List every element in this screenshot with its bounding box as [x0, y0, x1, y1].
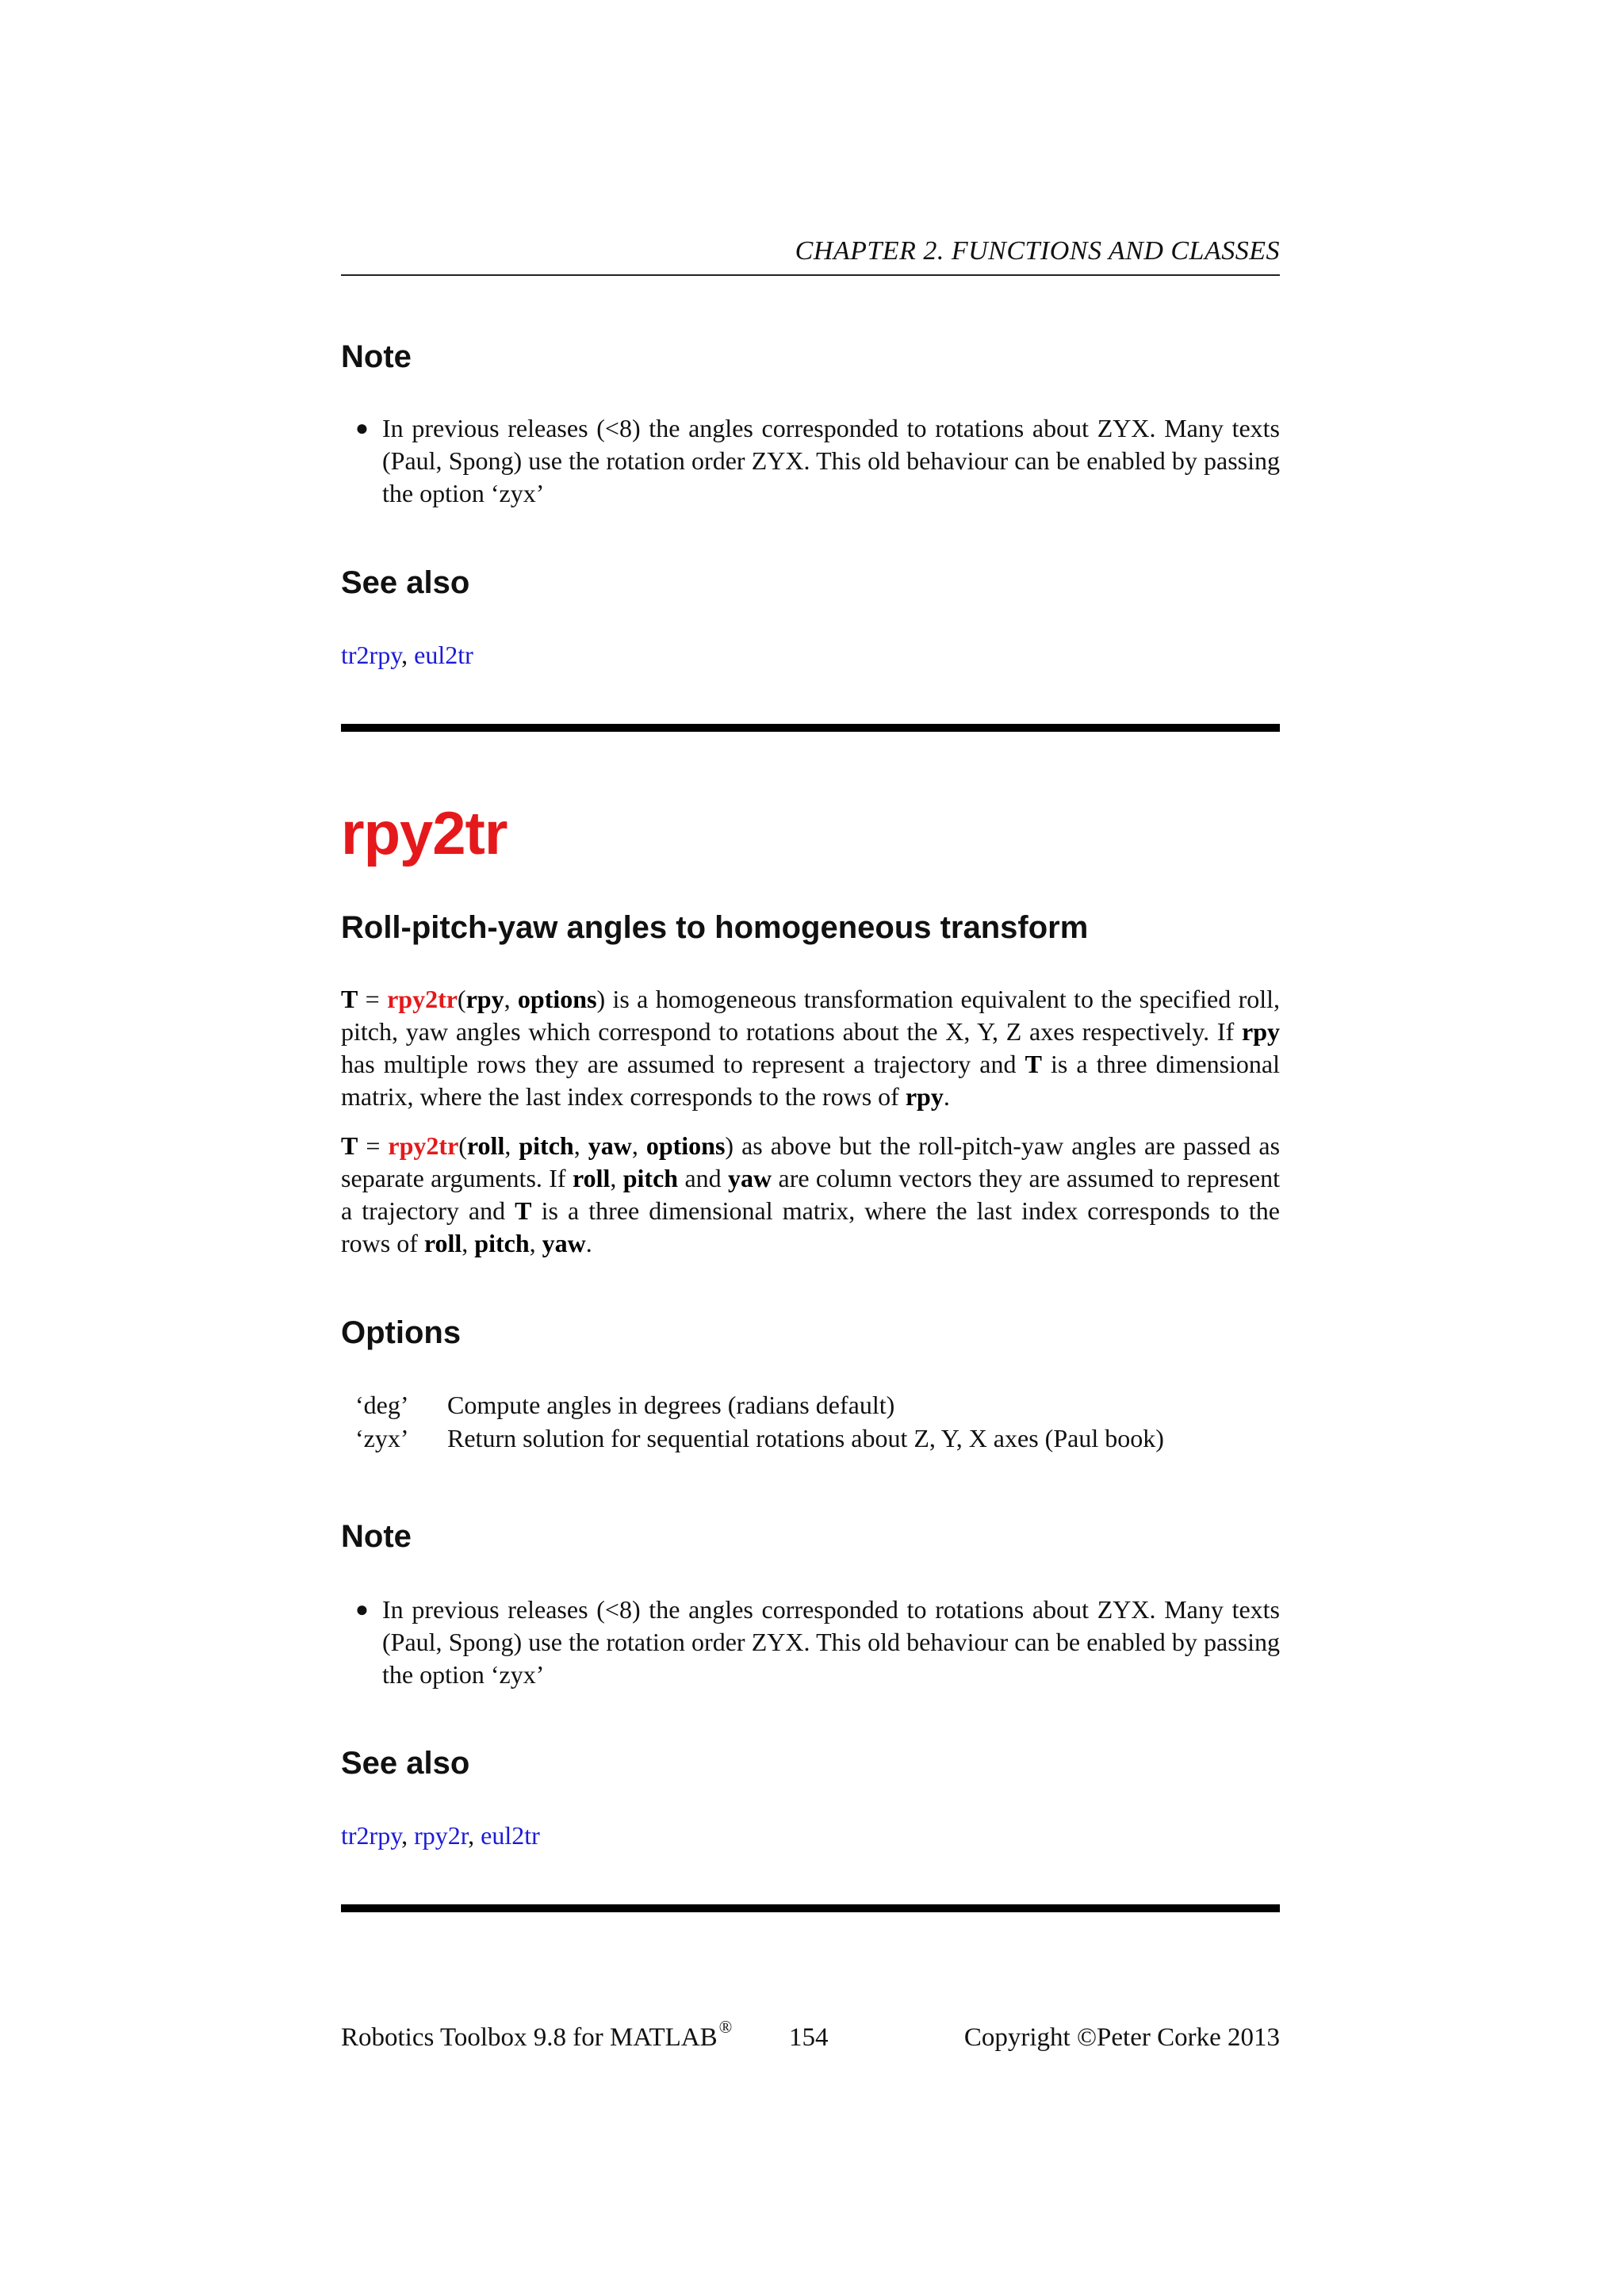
equals: = — [358, 1131, 389, 1160]
para2-text-f: , — [462, 1229, 475, 1257]
arg-separator: , — [573, 1131, 588, 1160]
para1-text-b: has multiple rows they are assumed to represent a trajectory and — [341, 1050, 1025, 1078]
open-paren: ( — [457, 985, 466, 1013]
arg-pitch: pitch — [519, 1131, 574, 1160]
bullet-icon: ● — [355, 416, 369, 441]
link-tr2rpy[interactable]: tr2rpy — [341, 641, 402, 669]
link-separator: , — [401, 641, 415, 669]
period: . — [943, 1082, 950, 1111]
arg-separator: , — [504, 1131, 519, 1160]
bold-pitch-2: pitch — [474, 1229, 530, 1257]
para2-text-g: , — [529, 1229, 542, 1257]
option-description: Return solution for sequential rotations about Z, Y, X axes (Paul book) — [447, 1424, 1164, 1452]
para1-text-a: ) is a homogeneous transformation equivalent to the specified roll, pitch, yaw angles which correspond to rotations about the X, Y, Z axes respectively. If — [341, 985, 1281, 1046]
link-eul2tr[interactable]: eul2tr — [414, 641, 473, 669]
para2-text-d: are column vectors they are assumed to represent a trajectory and — [341, 1164, 1281, 1225]
section-divider — [341, 724, 1280, 732]
see-also-heading-2: See also — [341, 1746, 470, 1781]
bold-roll-2: roll — [423, 1229, 462, 1257]
link-rpy2r[interactable]: rpy2r — [414, 1821, 469, 1850]
bold-T: T — [1025, 1050, 1042, 1078]
para1-text-c: is a three dimensional matrix, where the last index corresponds to the rows of — [341, 1050, 1281, 1111]
section-divider-2 — [341, 1904, 1280, 1912]
period: . — [585, 1229, 592, 1257]
option-description: Compute angles in degrees (radians default) — [447, 1391, 895, 1419]
bold-rpy: rpy — [1242, 1017, 1280, 1046]
arg-separator: , — [631, 1131, 646, 1160]
bold-roll: roll — [572, 1164, 611, 1192]
see-also-heading: See also — [341, 565, 470, 600]
open-paren: ( — [458, 1131, 467, 1160]
footer-copyright: Copyright ©Peter Corke 2013 — [963, 2023, 1280, 2052]
note-heading: Note — [341, 339, 412, 374]
equals: = — [358, 985, 388, 1013]
function-name-inline: rpy2tr — [388, 1131, 459, 1160]
link-tr2rpy[interactable]: tr2rpy — [341, 1821, 402, 1850]
function-name-inline: rpy2tr — [387, 985, 458, 1013]
description-paragraph-2 — [341, 1130, 1280, 1260]
bold-rpy-2: rpy — [905, 1082, 944, 1111]
link-eul2tr[interactable]: eul2tr — [481, 1821, 540, 1850]
bold-yaw: yaw — [728, 1164, 772, 1192]
document-page — [341, 0, 1280, 2296]
arg-options: options — [517, 985, 597, 1013]
see-also-links-2 — [341, 1820, 1280, 1852]
note-bullet-text: In previous releases (<8) the angles corresponded to rotations about ZYX. Many texts (Paul, Spong) use the rotation order ZYX. This old behaviour can be enabled by passing the option ‘zyx’ — [382, 414, 1280, 507]
options-row — [355, 1422, 1164, 1455]
var-T: T — [341, 1131, 358, 1160]
footer-book-title: Robotics Toolbox 9.8 for MATLAB — [341, 2023, 718, 2052]
arg-roll: roll — [466, 1131, 505, 1160]
para2-text-b: , — [610, 1164, 623, 1192]
bold-T: T — [515, 1196, 532, 1225]
option-key: ‘deg’ — [355, 1391, 409, 1419]
options-heading: Options — [341, 1315, 462, 1350]
options-table — [355, 1388, 1164, 1455]
running-header: CHAPTER 2. FUNCTIONS AND CLASSES — [795, 236, 1280, 266]
function-subtitle: Roll-pitch-yaw angles to homogeneous transform — [341, 910, 1089, 945]
footer-left — [341, 2017, 733, 2053]
para2-text-c: and — [678, 1164, 729, 1192]
note-bullet-2 — [355, 1594, 1280, 1691]
registered-mark: ® — [718, 2017, 733, 2037]
description-paragraph-1 — [341, 983, 1280, 1113]
para2-text-e: is a three dimensional matrix, where the last index corresponds to the rows of — [341, 1196, 1281, 1257]
note-bullet — [355, 412, 1280, 510]
var-T: T — [341, 985, 358, 1013]
bullet-icon: ● — [355, 1598, 369, 1622]
header-rule — [341, 274, 1280, 276]
options-row — [355, 1388, 1164, 1422]
note-heading-2: Note — [341, 1519, 412, 1554]
see-also-links — [341, 639, 1280, 672]
arg-yaw: yaw — [588, 1131, 632, 1160]
link-separator: , — [401, 1821, 415, 1850]
option-key: ‘zyx’ — [355, 1424, 409, 1452]
page-number: 154 — [789, 2023, 829, 2052]
note-bullet-text: In previous releases (<8) the angles corresponded to rotations about ZYX. Many texts (Paul, Spong) use the rotation order ZYX. This old behaviour can be enabled by passing the option ‘zyx’ — [382, 1595, 1280, 1689]
arg-options: options — [645, 1131, 726, 1160]
para2-text-a: ) as above but the roll-pitch-yaw angles are passed as separate arguments. If — [341, 1131, 1281, 1192]
function-title: rpy2tr — [341, 800, 508, 867]
link-separator: , — [468, 1821, 481, 1850]
arg-rpy: rpy — [465, 985, 504, 1013]
bold-yaw-2: yaw — [542, 1229, 586, 1257]
bold-pitch: pitch — [622, 1164, 679, 1192]
arg-separator: , — [504, 985, 518, 1013]
